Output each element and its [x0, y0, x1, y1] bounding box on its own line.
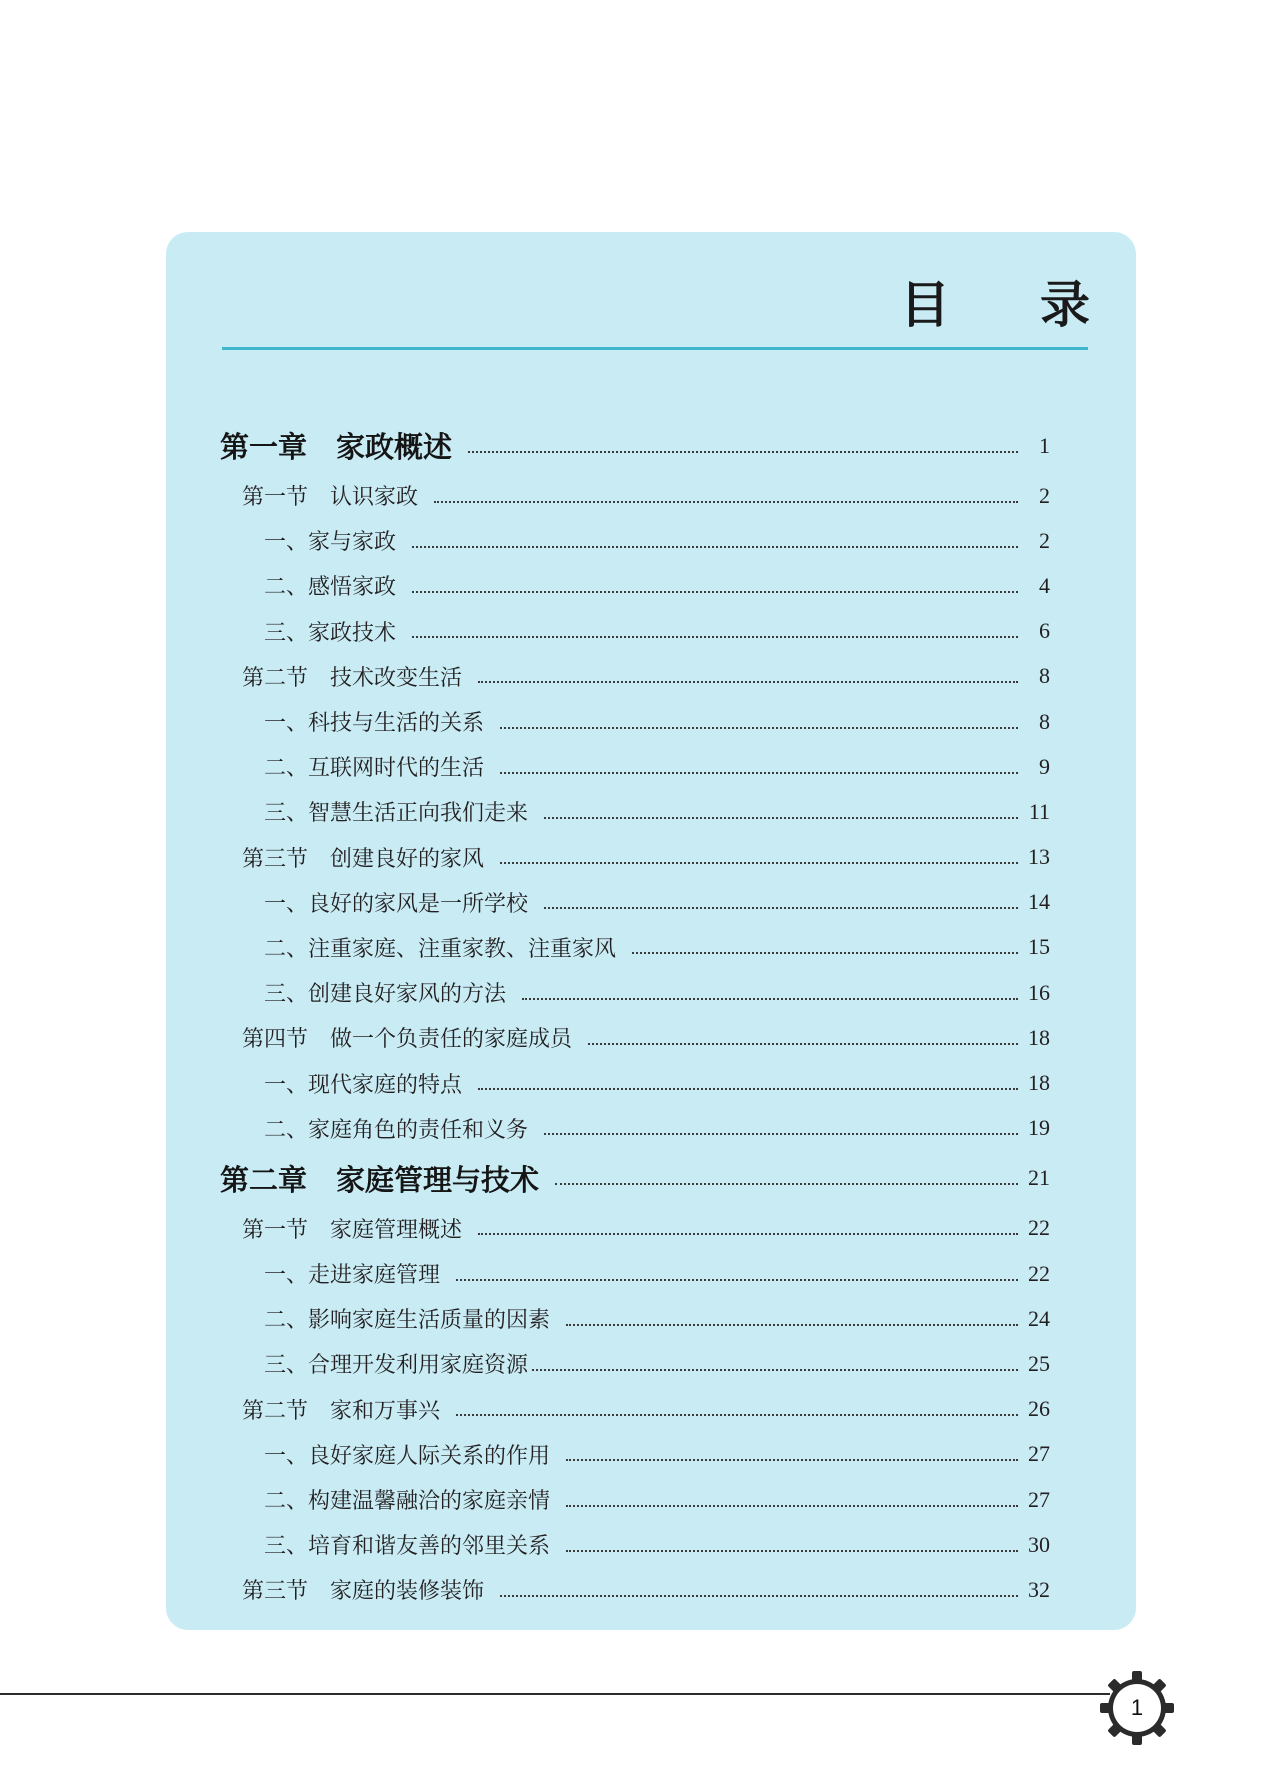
- toc-item-row[interactable]: [220, 1477, 1050, 1522]
- toc-entry-label: 一、科技与生活的关系: [264, 711, 485, 737]
- toc-entry-label: 一、现代家庭的特点: [264, 1072, 463, 1098]
- toc-item-row[interactable]: [220, 563, 1050, 608]
- toc-item-row[interactable]: [220, 1432, 1050, 1477]
- dot-leader: [566, 1505, 1018, 1507]
- toc-section-row[interactable]: [220, 1387, 1050, 1432]
- dot-leader: [468, 451, 1018, 453]
- dot-leader: [412, 591, 1018, 593]
- dot-leader: [566, 1550, 1018, 1552]
- toc-item-row[interactable]: [220, 789, 1050, 834]
- dot-leader: [566, 1459, 1018, 1461]
- toc-entry-label: 三、家政技术: [264, 620, 397, 646]
- toc-entry-label: 二、家庭角色的责任和义务: [264, 1117, 529, 1143]
- toc-item-row[interactable]: [220, 925, 1050, 970]
- toc-item-row[interactable]: [220, 609, 1050, 654]
- toc-entry-page: 15: [1028, 934, 1050, 960]
- toc-item-row[interactable]: [220, 699, 1050, 744]
- toc-entry-page: 24: [1028, 1305, 1050, 1331]
- toc-entry-label: 第三节 创建良好的家风: [242, 846, 485, 872]
- toc-entry-page: 4: [1039, 572, 1050, 598]
- toc-entry-page: 26: [1028, 1396, 1050, 1422]
- footer-rule: [0, 1693, 1110, 1695]
- toc-entry-label: 二、互联网时代的生活: [264, 756, 485, 782]
- toc-section-row[interactable]: [220, 1206, 1050, 1251]
- toc-entry-label: 一、良好的家风是一所学校: [264, 891, 529, 917]
- toc-entry-page: 21: [1028, 1165, 1050, 1191]
- toc-chapter-row[interactable]: [220, 1151, 1050, 1206]
- toc-entry-page: 8: [1039, 708, 1050, 734]
- toc-entry-label: 一、家与家政: [264, 530, 397, 556]
- toc-entry-page: 32: [1028, 1576, 1050, 1602]
- toc-section-row[interactable]: [220, 835, 1050, 880]
- toc-entry-page: 19: [1028, 1115, 1050, 1141]
- dot-leader: [500, 772, 1018, 774]
- toc-entry-label: 第一节 认识家政: [242, 485, 419, 511]
- toc-entry-label: 第四节 做一个负责任的家庭成员: [242, 1027, 573, 1053]
- toc-entry-page: 14: [1028, 889, 1050, 915]
- dot-leader: [566, 1324, 1018, 1326]
- toc-item-row[interactable]: [220, 1296, 1050, 1341]
- toc-entry-page: 2: [1039, 482, 1050, 508]
- toc-entry-page: 30: [1028, 1531, 1050, 1557]
- toc-entry-page: 1: [1039, 432, 1050, 458]
- toc-entry-page: 27: [1028, 1441, 1050, 1467]
- dot-leader: [478, 1088, 1018, 1090]
- toc-list: [220, 418, 1050, 1613]
- dot-leader: [522, 998, 1018, 1000]
- toc-section-row[interactable]: [220, 654, 1050, 699]
- toc-title: [900, 276, 1090, 334]
- toc-section-row[interactable]: [220, 473, 1050, 518]
- toc-entry-page: 18: [1028, 1024, 1050, 1050]
- toc-entry-label: 一、良好家庭人际关系的作用: [264, 1443, 551, 1469]
- toc-entry-page: 22: [1028, 1215, 1050, 1241]
- toc-entry-label: 三、培育和谐友善的邻里关系: [264, 1534, 551, 1560]
- toc-entry-page: 13: [1028, 844, 1050, 870]
- dot-leader: [500, 727, 1018, 729]
- toc-item-row[interactable]: [220, 1341, 1050, 1386]
- toc-title-char-2: 录: [1040, 276, 1090, 334]
- dot-leader: [544, 907, 1018, 909]
- dot-leader: [532, 1369, 1018, 1371]
- dot-leader: [500, 862, 1018, 864]
- dot-leader: [434, 501, 1018, 503]
- dot-leader: [500, 1595, 1018, 1597]
- toc-entry-page: 6: [1039, 618, 1050, 644]
- toc-entry-page: 16: [1028, 979, 1050, 1005]
- toc-entry-page: 8: [1039, 663, 1050, 689]
- toc-entry-label: 二、影响家庭生活质量的因素: [264, 1308, 551, 1334]
- dot-leader: [478, 1233, 1018, 1235]
- page-number: 1: [1130, 1695, 1144, 1720]
- toc-section-row[interactable]: [220, 1015, 1050, 1060]
- toc-entry-label: 三、合理开发利用家庭资源: [264, 1353, 529, 1379]
- toc-entry-page: 11: [1028, 798, 1050, 824]
- dot-leader: [412, 636, 1018, 638]
- toc-entry-label: 二、注重家庭、注重家教、注重家风: [264, 936, 617, 962]
- toc-title-char-1: 目: [900, 276, 950, 334]
- toc-entry-label: 二、感悟家政: [264, 575, 397, 601]
- dot-leader: [555, 1183, 1018, 1185]
- toc-entry-label: 三、创建良好家风的方法: [264, 982, 507, 1008]
- toc-entry-page: 2: [1039, 527, 1050, 553]
- toc-entry-label: 第二章 家庭管理与技术: [220, 1162, 540, 1197]
- toc-item-row[interactable]: [220, 1106, 1050, 1151]
- toc-entry-label: 第二节 技术改变生活: [242, 665, 463, 691]
- toc-entry-label: 第一章 家政概述: [220, 430, 453, 464]
- toc-entry-label: 第一节 家庭管理概述: [242, 1217, 463, 1243]
- dot-leader: [588, 1043, 1018, 1045]
- toc-entry-label: 第三节 家庭的装修装饰: [242, 1579, 485, 1605]
- dot-leader: [478, 681, 1018, 683]
- dot-leader: [456, 1414, 1018, 1416]
- toc-item-row[interactable]: [220, 744, 1050, 789]
- toc-entry-label: 一、走进家庭管理: [264, 1263, 441, 1289]
- toc-entry-label: 二、构建温馨融洽的家庭亲情: [264, 1489, 551, 1515]
- toc-entry-page: 18: [1028, 1070, 1050, 1096]
- toc-entry-page: 9: [1039, 753, 1050, 779]
- toc-item-row[interactable]: [220, 970, 1050, 1015]
- toc-item-row[interactable]: [220, 1060, 1050, 1105]
- toc-title-rule: [222, 347, 1088, 350]
- dot-leader: [544, 817, 1018, 819]
- toc-entry-page: 22: [1028, 1260, 1050, 1286]
- toc-entry-label: 三、智慧生活正向我们走来: [264, 801, 529, 827]
- toc-entry-page: 25: [1028, 1350, 1050, 1376]
- toc-chapter-row[interactable]: [220, 418, 1050, 473]
- toc-entry-label: 第二节 家和万事兴: [242, 1398, 441, 1424]
- dot-leader: [456, 1279, 1018, 1281]
- toc-item-row[interactable]: [220, 1251, 1050, 1296]
- toc-item-row[interactable]: [220, 880, 1050, 925]
- toc-entry-page: 27: [1028, 1486, 1050, 1512]
- dot-leader: [544, 1133, 1018, 1135]
- toc-section-row[interactable]: [220, 1567, 1050, 1612]
- dot-leader: [412, 546, 1018, 548]
- toc-item-row[interactable]: [220, 1522, 1050, 1567]
- toc-item-row[interactable]: [220, 518, 1050, 563]
- dot-leader: [632, 952, 1018, 954]
